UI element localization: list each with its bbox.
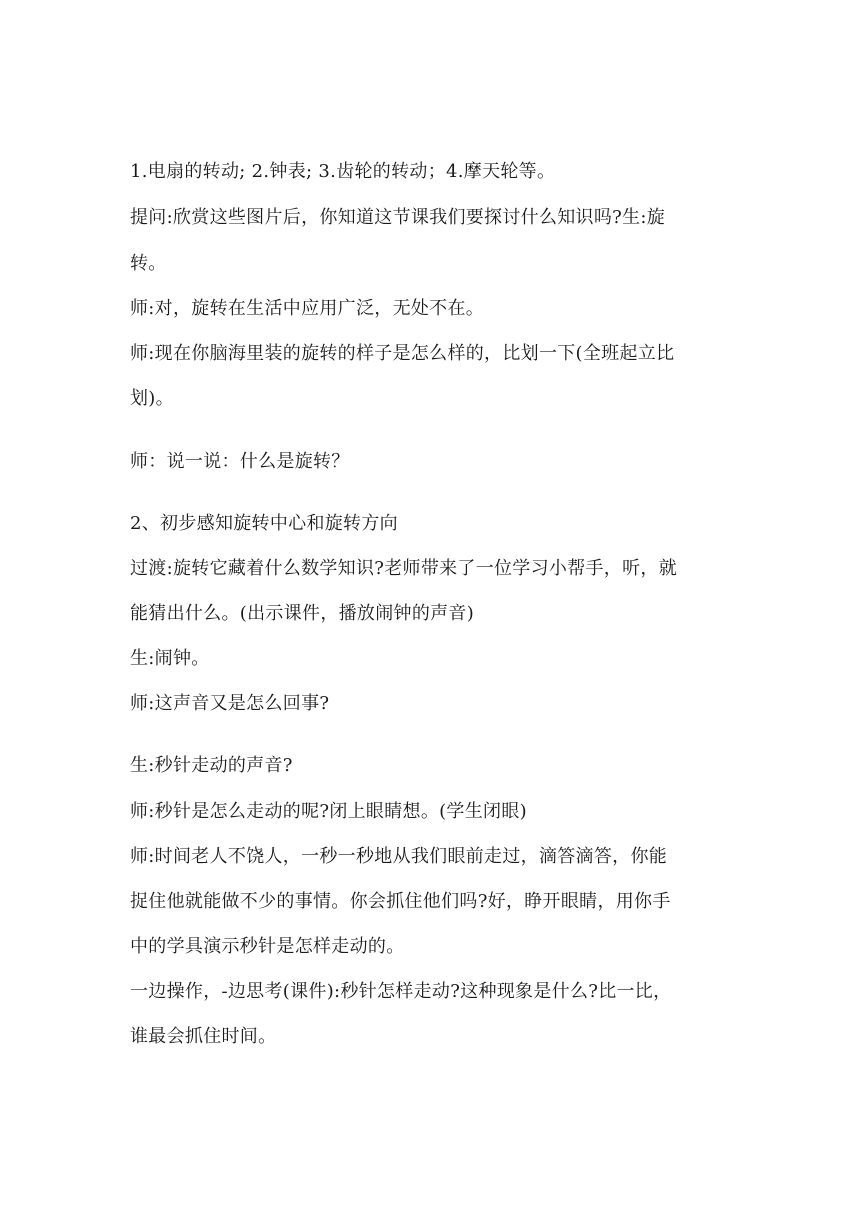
- text-line: 生:闹钟。: [130, 648, 210, 669]
- text-line: 师:对，旋转在生活中应用广泛，无处不在。: [130, 298, 485, 319]
- text-line: 中的学具演示秒针是怎样走动的。: [130, 936, 405, 957]
- text-line: 师:这声音又是怎么回事?: [130, 693, 330, 714]
- text-line: 提问:欣赏这些图片后，你知道这节课我们要探讨什么知识吗?生:旋: [130, 207, 666, 228]
- text-line: 谁最会抓住时间。: [130, 1026, 277, 1047]
- text-line: 捉住他就能做不少的事情。你会抓住他们吗?好，睁开眼睛，用你手: [130, 891, 671, 912]
- text-line: 师:秒针是怎么走动的呢?闭上眼睛想。(学生闭眼): [130, 801, 527, 822]
- text-line: 2、初步感知旋转中心和旋转方向: [130, 513, 398, 534]
- text-line: 生:秒针走动的声音?: [130, 755, 293, 776]
- text-line: 师:现在你脑海里装的旋转的样子是怎么样的，比划一下(全班起立比: [130, 343, 675, 364]
- text-line: 师：说一说：什么是旋转？: [130, 451, 350, 472]
- text-line: 划)。: [130, 388, 174, 409]
- text-line: 能猜出什么。(出示课件，播放闹钟的声音): [130, 603, 475, 624]
- text-line: 转。: [130, 253, 167, 274]
- text-line: 1.电扇的转动; 2.钟表; 3.齿轮的转动；4.摩天轮等。: [130, 161, 556, 182]
- text-line: 师:时间老人不饶人，一秒一秒地从我们眼前走过，滴答滴答，你能: [130, 846, 668, 867]
- text-line: 一边操作，-边思考(课件):秒针怎样走动?这种现象是什么?比一比，: [130, 981, 672, 1002]
- text-line: 过渡:旋转它藏着什么数学知识?老师带来了一位学习小帮手，听，就: [130, 558, 678, 579]
